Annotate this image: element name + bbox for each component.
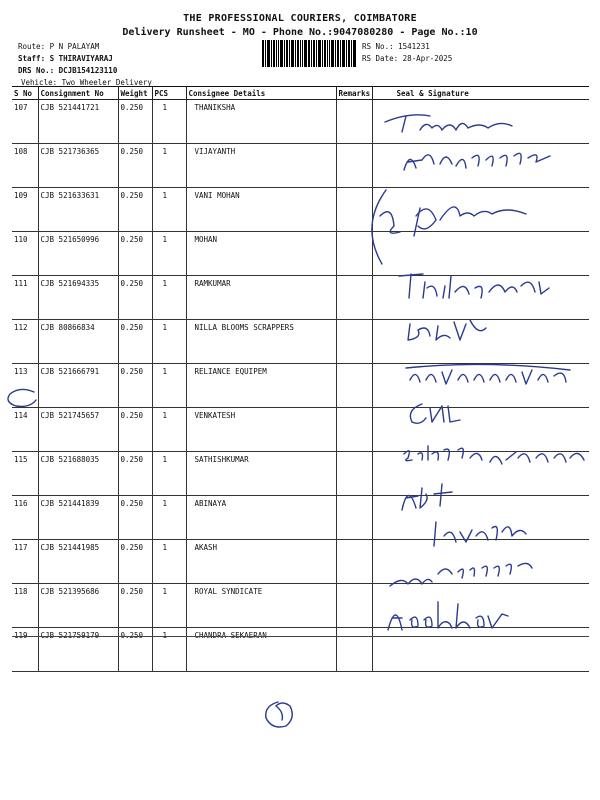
- cell-remarks: [336, 540, 372, 584]
- cell-weight: 0.250: [118, 496, 152, 540]
- cell-remarks: [336, 452, 372, 496]
- cell-weight: 0.250: [118, 584, 152, 628]
- signature-117: [430, 512, 530, 550]
- cell-sno: 109: [12, 188, 38, 232]
- cell-sno: 113: [12, 364, 38, 408]
- cell-remarks: [336, 364, 372, 408]
- cell-sno: 114: [12, 408, 38, 452]
- signature-119: [384, 596, 514, 636]
- signature-107: [380, 108, 520, 136]
- col-consignment: Consignment No: [38, 87, 118, 100]
- cell-consignment-no: CJB 521395686: [38, 584, 118, 628]
- cell-remarks: [336, 144, 372, 188]
- cell-consignment-no: CJB 521694335: [38, 276, 118, 320]
- col-pcs: PCS: [152, 87, 186, 100]
- staff-label: Staff: S THIRAVIYARAJ: [18, 54, 113, 63]
- cell-consignee: RELIANCE EQUIPEM: [186, 364, 336, 408]
- cell-consignment-no: CJB 521688035: [38, 452, 118, 496]
- cell-pcs: 1: [152, 320, 186, 364]
- col-sno: S No: [12, 87, 38, 100]
- cell-consignee: RAMKUMAR: [186, 276, 336, 320]
- cell-weight: 0.250: [118, 452, 152, 496]
- cell-sno: 110: [12, 232, 38, 276]
- cell-remarks: [336, 408, 372, 452]
- signature-116: [396, 478, 466, 514]
- cell-consignee: SATHISHKUMAR: [186, 452, 336, 496]
- rs-date: RS Date: 28-Apr-2025: [362, 54, 453, 63]
- signature-114: [402, 398, 462, 428]
- cell-consignment-no: CJB 521633631: [38, 188, 118, 232]
- page-subtitle: Delivery Runsheet - MO - Phone No.:9047080280 - Page No.:10: [122, 27, 478, 38]
- cell-pcs: 1: [152, 232, 186, 276]
- cell-pcs: 1: [152, 452, 186, 496]
- route-label: Route: P N PALAYAM: [18, 42, 100, 51]
- cell-sno: 119: [12, 628, 38, 672]
- cell-remarks: [336, 496, 372, 540]
- col-consignee: Consignee Details: [186, 87, 336, 100]
- cell-consignee: ROYAL SYNDICATE: [186, 584, 336, 628]
- cell-weight: 0.250: [118, 628, 152, 672]
- col-remarks: Remarks: [336, 87, 372, 100]
- cell-consignee: CHANDRA SEKAERAN: [186, 628, 336, 672]
- cell-remarks: [336, 100, 372, 144]
- cell-sno: 112: [12, 320, 38, 364]
- cell-consignment-no: CJB 521650996: [38, 232, 118, 276]
- cell-pcs: 1: [152, 100, 186, 144]
- rs-number: RS No.: 1541231: [362, 42, 430, 51]
- cell-consignment-no: CJB 521441721: [38, 100, 118, 144]
- cell-consignment-no: CJB 521666791: [38, 364, 118, 408]
- cell-remarks: [336, 320, 372, 364]
- cell-weight: 0.250: [118, 188, 152, 232]
- cell-consignment-no: CJB 521745657: [38, 408, 118, 452]
- table-bottom-rule: [12, 636, 589, 637]
- cell-weight: 0.250: [118, 364, 152, 408]
- cell-sno: 111: [12, 276, 38, 320]
- cell-weight: 0.250: [118, 100, 152, 144]
- cell-sno: 115: [12, 452, 38, 496]
- cell-pcs: 1: [152, 540, 186, 584]
- cell-sno: 118: [12, 584, 38, 628]
- signature-110: [356, 186, 536, 266]
- barcode: [262, 40, 356, 67]
- cell-weight: 0.250: [118, 320, 152, 364]
- table-row: [12, 320, 589, 364]
- signature-115: [398, 436, 588, 472]
- cell-sno: 108: [12, 144, 38, 188]
- cell-sno: 107: [12, 100, 38, 144]
- cell-consignee: THANIKSHA: [186, 100, 336, 144]
- cell-weight: 0.250: [118, 540, 152, 584]
- cell-pcs: 1: [152, 144, 186, 188]
- cell-consignee: AKASH: [186, 540, 336, 584]
- cell-weight: 0.250: [118, 276, 152, 320]
- cell-weight: 0.250: [118, 232, 152, 276]
- signature-112: [404, 314, 488, 344]
- cell-pcs: 1: [152, 408, 186, 452]
- page-title: THE PROFESSIONAL COURIERS, COIMBATORE: [183, 13, 417, 24]
- cell-pcs: 1: [152, 276, 186, 320]
- cell-consignee: VENKATESH: [186, 408, 336, 452]
- signature-111: [395, 268, 555, 304]
- cell-consignee: NILLA BLOOMS SCRAPPERS: [186, 320, 336, 364]
- cell-consignment-no: CJB 521441985: [38, 540, 118, 584]
- cell-remarks: [336, 628, 372, 672]
- cell-weight: 0.250: [118, 408, 152, 452]
- cell-pcs: 1: [152, 188, 186, 232]
- cell-pcs: 1: [152, 628, 186, 672]
- cell-consignee: VANI MOHAN: [186, 188, 336, 232]
- cell-pcs: 1: [152, 364, 186, 408]
- cell-consignment-no: CJB 521759179: [38, 628, 118, 672]
- cell-pcs: 1: [152, 496, 186, 540]
- cell-weight: 0.250: [118, 144, 152, 188]
- bottom-scribble-mark: [262, 698, 296, 730]
- cell-pcs: 1: [152, 584, 186, 628]
- cell-consignee: ABINAYA: [186, 496, 336, 540]
- cell-sno: 116: [12, 496, 38, 540]
- col-weight: Weight: [118, 87, 152, 100]
- cell-consignment-no: CJB 521736365: [38, 144, 118, 188]
- signature-118: [386, 556, 536, 596]
- cell-consignment-no: CJB 80866834: [38, 320, 118, 364]
- cell-sno: 117: [12, 540, 38, 584]
- cell-consignee: VIJAYANTH: [186, 144, 336, 188]
- signature-108: [400, 144, 560, 178]
- drs-number: DRS No.: DCJB154123110: [18, 66, 118, 75]
- col-signature: Seal & Signature: [372, 87, 589, 100]
- cell-remarks: [336, 276, 372, 320]
- signature-113: [404, 358, 574, 390]
- vehicle-label: Vehicle: Two Wheeler Delivery: [21, 78, 152, 87]
- table-header-row: [12, 87, 589, 100]
- row-114-circle-mark: [6, 388, 38, 408]
- cell-consignee: MOHAN: [186, 232, 336, 276]
- cell-consignment-no: CJB 521441839: [38, 496, 118, 540]
- cell-remarks: [336, 584, 372, 628]
